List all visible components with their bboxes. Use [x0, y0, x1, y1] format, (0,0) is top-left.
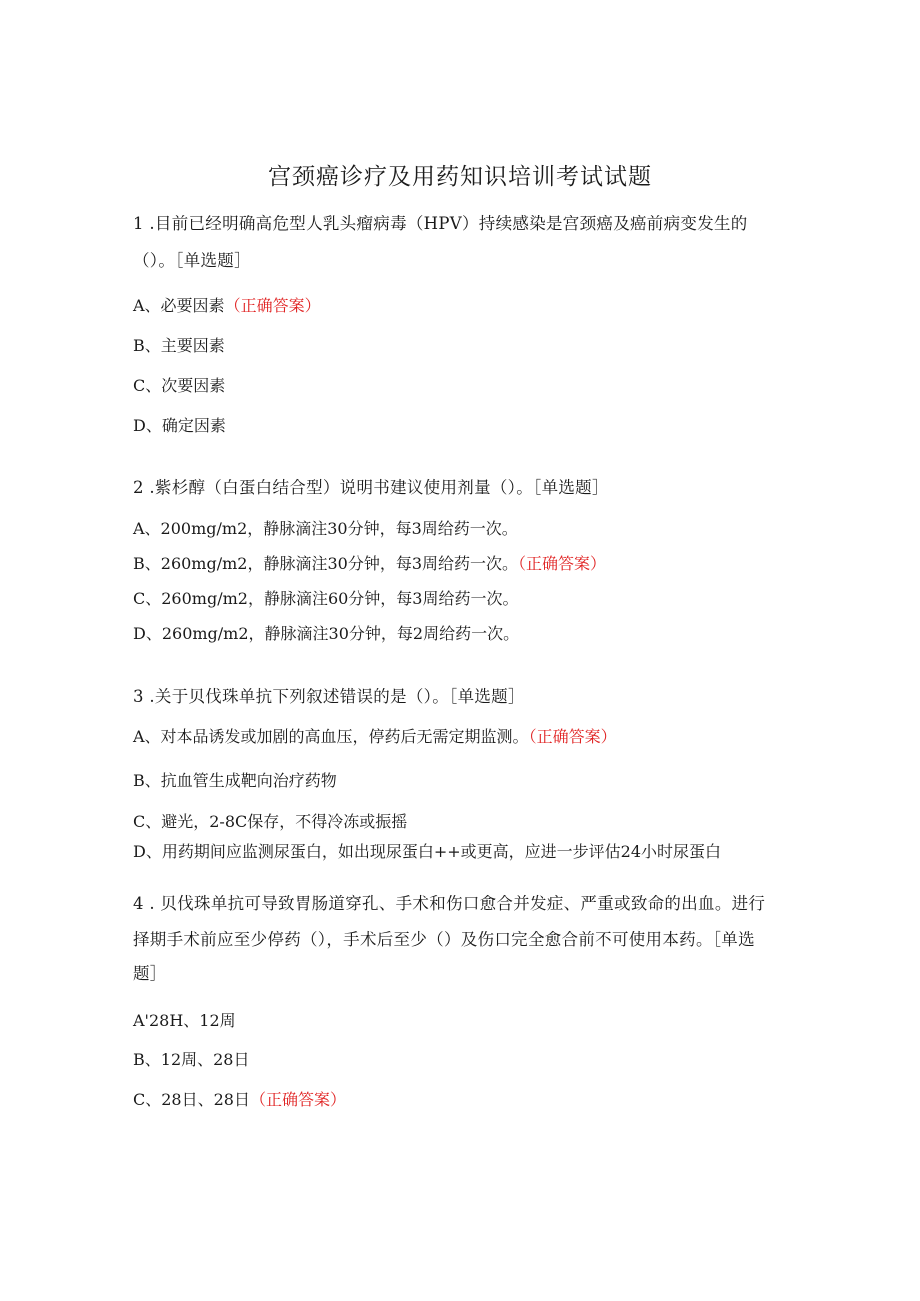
question-3-option-c	[133, 812, 407, 832]
option-text: B、抗血管生成靶向治疗药物	[133, 771, 337, 790]
question-4-text-line-1: 4 . 贝伐珠单抗可导致胃肠道穿孔、手术和伤口愈合并发症、严重或致命的出血。进行	[133, 894, 766, 913]
question-2-option-a	[133, 519, 518, 539]
option-text: B、260mg∕m2，静脉滴注30分钟，每3周给药一次。	[133, 554, 518, 573]
question-1-option-d	[133, 416, 226, 436]
option-text: B、主要因素	[133, 336, 225, 355]
option-text: D、260mg∕m2，静脉滴注30分钟，每2周给药一次。	[133, 624, 520, 643]
option-text: A、200mg∕m2，静脉滴注30分钟，每3周给药一次。	[133, 519, 518, 538]
question-4-option-b	[133, 1050, 249, 1070]
question-1-option-c	[133, 376, 225, 396]
option-text: C、28日、28日	[133, 1090, 250, 1109]
option-text: C、避光，2-8C保存，不得冷冻或振摇	[133, 812, 408, 831]
correct-answer-mark: （正确答案）	[518, 554, 607, 573]
correct-answer-mark: （正确答案）	[224, 296, 321, 315]
question-2-text-line-1: 2 .紫杉醇（白蛋白结合型）说明书建议使用剂量（）。［单选题］	[133, 478, 609, 497]
question-3-text-line-1: 3 .关于贝伐珠单抗下列叙述错误的是（）。［单选题］	[133, 687, 525, 706]
option-text: D、用药期间应监测尿蛋白，如出现尿蛋白++或更高，应进一步评估24小时尿蛋白	[133, 842, 722, 861]
option-text: C、260mg∕m2，静脉滴注60分钟，每3周给药一次。	[133, 589, 519, 608]
correct-answer-mark: （正确答案）	[249, 1090, 346, 1109]
question-3-option-b	[133, 771, 337, 791]
question-1-option-b	[133, 336, 225, 356]
question-3-option-a	[133, 727, 617, 747]
option-text: D、确定因素	[133, 416, 226, 435]
question-4-text-line-3: 题］	[133, 964, 167, 983]
question-2-option-d	[133, 624, 519, 644]
question-1-option-a	[133, 296, 321, 316]
question-1-text-line-1: 1 .目前已经明确高危型人乳头瘤病毒（HPV）持续感染是宫颈癌及癌前病变发生的	[133, 214, 748, 233]
option-text: B、12周、28日	[133, 1050, 250, 1069]
question-2-option-b	[133, 554, 606, 574]
option-text: A、必要因素	[133, 296, 225, 315]
question-4-option-c	[133, 1090, 346, 1110]
question-1-text-line-2: （）。［单选题］	[133, 251, 251, 270]
question-4-text-line-2: 择期手术前应至少停药（），手术后至少（）及伤口完全愈合前不可使用本药。［单选	[133, 930, 755, 949]
correct-answer-mark: （正确答案）	[528, 727, 617, 746]
option-text: C、次要因素	[133, 376, 226, 395]
page-title: 宫颈癌诊疗及用药知识培训考试试题	[268, 164, 652, 190]
question-2-option-c	[133, 589, 518, 609]
question-3-option-d	[133, 842, 721, 862]
question-4-option-a	[133, 1011, 236, 1031]
option-text: A'28H、12周	[133, 1011, 236, 1030]
option-text: A、对本品诱发或加剧的高血压，停药后无需定期监测。	[133, 727, 529, 746]
